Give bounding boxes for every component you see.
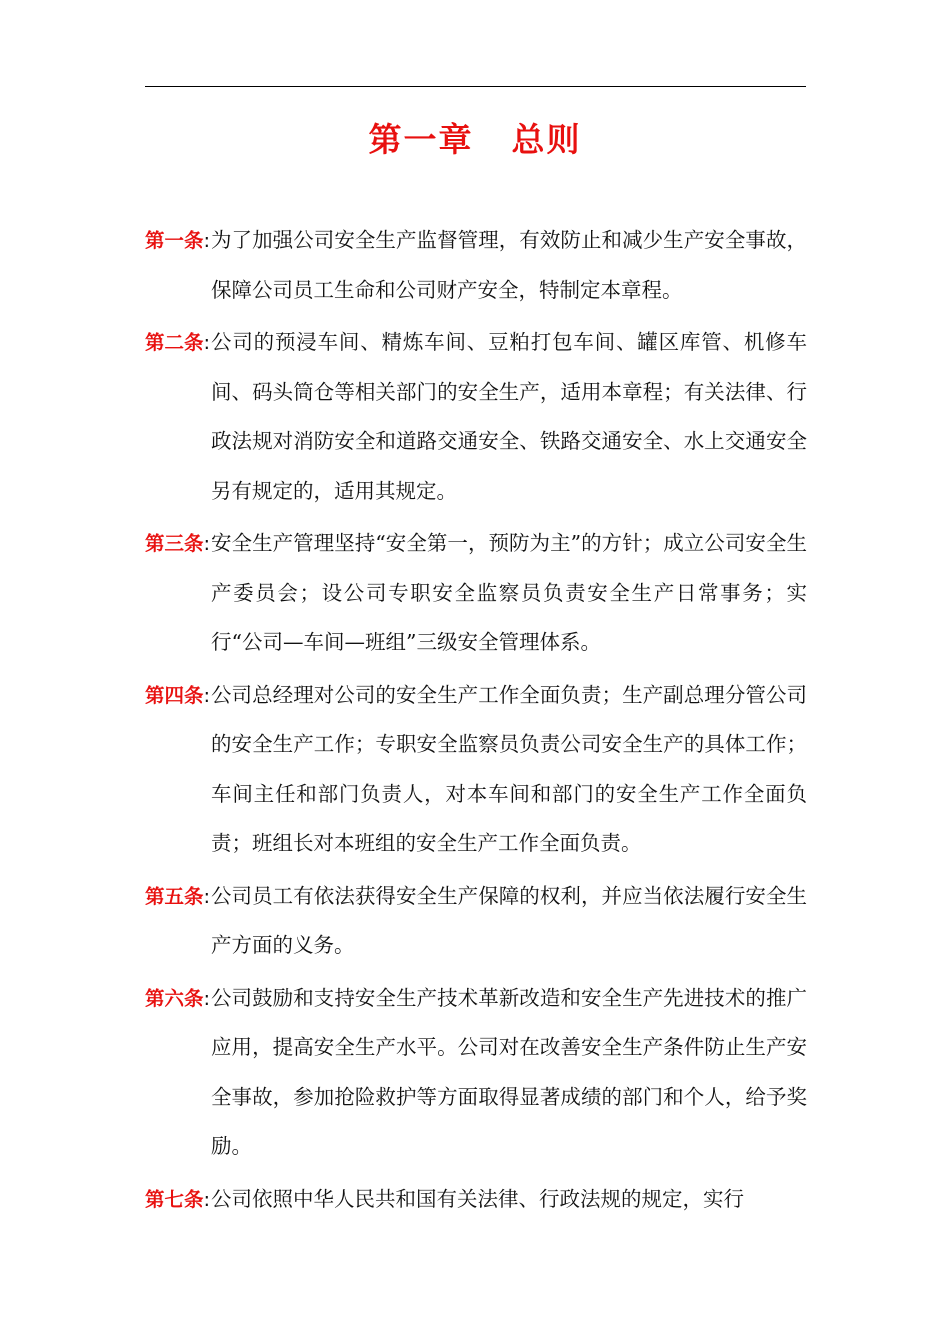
article-label: 第五条:	[145, 884, 211, 908]
article-6	[145, 974, 807, 1172]
article-text: 为了加强公司安全生产监督管理，有效防止和减少生产安全事故，保障公司员工生命和公司财产安全，特制定本章程。	[211, 228, 807, 302]
article-text: 公司的预浸车间、精炼车间、豆粕打包车间、罐区库管、机修车间、码头筒仓等相关部门的安全生产，适用本章程；有关法律、行政法规对消防安全和道路交通安全、铁路交通安全、水上交通安全另有规定的，适用其规定。	[211, 330, 807, 503]
article-label: 第三条:	[145, 532, 211, 555]
header-rule	[145, 86, 806, 87]
article-text: 公司鼓励和支持安全生产技术革新改造和安全生产先进技术的推广应用，提高安全生产水平。公司对在改善安全生产条件防止生产安全事故，参加抢险救护等方面取得显著成绩的部门和个人，给予奖励。	[211, 985, 807, 1158]
article-4	[145, 671, 807, 869]
article-label: 第七条:	[145, 1187, 211, 1211]
article-label: 第二条:	[145, 331, 211, 354]
article-text: 公司总经理对公司的安全生产工作全面负责；生产副总理分管公司的安全生产工作；专职安全监察员负责公司安全生产的具体工作；车间主任和部门负责人，对本车间和部门的安全生产工作全面负责；班组长对本班组的安全生产工作全面负责。	[211, 682, 807, 855]
article-label: 第四条:	[145, 683, 211, 707]
article-1	[145, 216, 807, 315]
chapter-title	[0, 116, 950, 164]
article-text: 安全生产管理坚持“安全第一，预防为主”的方针；成立公司安全生产委员会；设公司专职安全监察员负责安全生产日常事务；实行“公司—车间—班组”三级安全管理体系。	[211, 531, 807, 654]
article-label: 第六条:	[145, 986, 211, 1010]
article-list	[145, 216, 807, 1227]
article-5	[145, 872, 807, 971]
chapter-name: 总则	[511, 120, 582, 159]
chapter-number: 第一章	[368, 120, 474, 159]
article-3	[145, 519, 807, 668]
article-text: 公司依照中华人民共和国有关法律、行政法规的规定，实行	[211, 1186, 744, 1211]
article-label: 第一条:	[145, 229, 211, 252]
article-2	[145, 318, 807, 516]
article-7	[145, 1175, 807, 1225]
article-text: 公司员工有依法获得安全生产保障的权利，并应当依法履行安全生产方面的义务。	[211, 883, 807, 957]
